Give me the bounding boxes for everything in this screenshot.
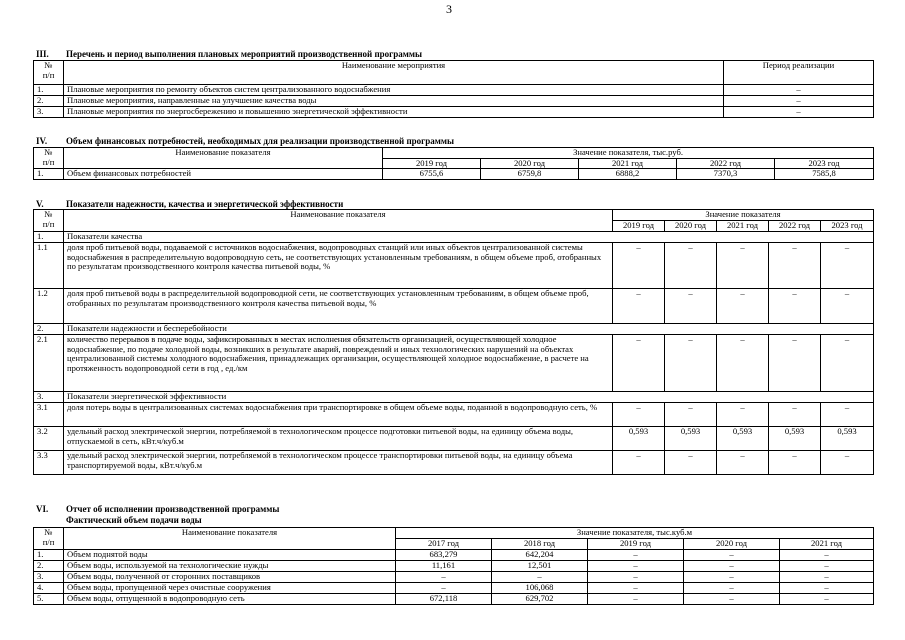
- header-name: Наименование показателя: [64, 528, 396, 550]
- section-v-heading: [36, 199, 343, 209]
- table-financial-needs: [33, 147, 874, 180]
- header-name: Наименование показателя: [64, 148, 383, 169]
- header-num: № п/п: [34, 148, 64, 169]
- group-row: 2. Показатели надежности и бесперебойности: [34, 324, 874, 335]
- section-iv-heading: [36, 136, 454, 146]
- table-row: 2. Объем воды, используемой на технологические нужды 11,161 12,501 – – –: [34, 561, 874, 572]
- year-header: 2021 год: [780, 539, 874, 550]
- header-name: Наименование показателя: [64, 210, 613, 232]
- year-header: 2021 год: [579, 158, 677, 169]
- section-subtitle: Фактический объем подачи воды: [66, 515, 202, 525]
- table-row: 1. Объем поднятой воды 683,279 642,204 – – –: [34, 550, 874, 561]
- table-row: 2.1 количество перерывов в подаче воды, зафиксированных в местах исполнения обязательств организацией, осуществляющей холодное водоснабжение, по подаче холодной воды, возникших в результате аварий, повреждений и иных технологических нарушений на объектах централизованной системы холодного водоснабжения, принадлежащих организации, осуществляющей холодное водоснабжение, в расчете на протяженность водопроводной сети в год , ед./км – – – – –: [34, 335, 874, 392]
- section-vi-heading: [36, 504, 279, 514]
- year-header: 2023 год: [775, 158, 874, 169]
- section-iii-heading: [36, 49, 422, 59]
- section-number: V.: [36, 199, 44, 209]
- table-row: 5. Объем воды, отпущенной в водопроводную сеть 672,118 629,702 – – –: [34, 594, 874, 605]
- header-name: Наименование мероприятия: [64, 61, 724, 85]
- year-header: 2019 год: [613, 221, 665, 232]
- year-header: 2020 год: [481, 158, 579, 169]
- header-num: № п/п: [34, 61, 64, 85]
- section-title: Отчет об исполнении производственной программы: [66, 504, 280, 514]
- year-header: 2019 год: [588, 539, 684, 550]
- year-header: 2022 год: [677, 158, 775, 169]
- header-period: Период реализации: [724, 61, 874, 85]
- year-header: 2022 год: [769, 221, 821, 232]
- header-value: Значение показателя, тыс.куб.м: [396, 528, 874, 539]
- year-header: 2023 год: [821, 221, 874, 232]
- table-row: 3. Плановые мероприятия по энергосбережению и повышению энергетической эффективности –: [34, 107, 874, 118]
- year-header: 2020 год: [684, 539, 780, 550]
- year-header: 2021 год: [717, 221, 769, 232]
- table-row: 4. Объем воды, пропущенной через очистные сооружения – 106,068 – – –: [34, 583, 874, 594]
- table-row: 3.3 удельный расход электрической энергии, потребляемой в технологическом процессе транспортировки питьевой воды, на единицу объема транспортируемой воды, кВт.ч/куб.м – – – – –: [34, 451, 874, 475]
- table-water-supply: [33, 527, 874, 605]
- section-title: Перечень и период выполнения плановых мероприятий производственной программы: [66, 49, 423, 59]
- header-num: № п/п: [34, 210, 64, 232]
- table-row: 3.1 доля потерь воды в централизованных системах водоснабжения при транспортировке в общем объеме воды, поданной в водопроводную сеть, % – – – – –: [34, 403, 874, 427]
- page-number: 3: [446, 2, 452, 16]
- table-row: 2. Плановые мероприятия, направленные на улучшение качества воды –: [34, 96, 874, 107]
- table-row: 1.1 доля проб питьевой воды, подаваемой с источников водоснабжения, водопроводных станций или иных объектов централизованной системы водоснабжения в распределительную водопроводную сеть, не соответствующих установленным требованиям, в общем объеме проб, отобранных по результатам производственного контроля качества питьевой воды, % – – – – –: [34, 243, 874, 289]
- header-value: Значение показателя: [613, 210, 874, 221]
- section-title: Объем финансовых потребностей, необходимых для реализации производственной программы: [66, 136, 455, 146]
- year-header: 2020 год: [665, 221, 717, 232]
- table-row: 3.2 удельный расход электрической энергии, потребляемой в технологическом процессе подготовки питьевой воды, на единицу объема воды, отпускаемой в сеть, кВт.ч/куб.м 0,593 0,593 0,593 0,593 0,593: [34, 427, 874, 451]
- table-row: 1. Плановые мероприятия по ремонту объектов систем централизованного водоснабжения –: [34, 85, 874, 96]
- header-num: № п/п: [34, 528, 64, 550]
- year-header: 2017 год: [396, 539, 492, 550]
- header-value: Значение показателя, тыс.руб.: [383, 148, 874, 159]
- table-row: 3. Объем воды, полученной от сторонних поставщиков – – – – –: [34, 572, 874, 583]
- year-header: 2019 год: [383, 158, 481, 169]
- group-row: 3. Показатели энергетической эффективности: [34, 392, 874, 403]
- group-row: 1. Показатели качества: [34, 232, 874, 243]
- section-number: III.: [36, 49, 49, 59]
- section-title: Показатели надежности, качества и энергетической эффективности: [66, 199, 344, 209]
- table-row: 1.2 доля проб питьевой воды в распределительной водопроводной сети, не соответствующих установленным требованиям, в общем объеме проб, отобранных по результатам производственного контроля качества питьевой воды, % – – – – –: [34, 289, 874, 324]
- table-row: 1. Объем финансовых потребностей 6755,6 6759,8 6888,2 7370,3 7585,8: [34, 169, 874, 180]
- year-header: 2018 год: [492, 539, 588, 550]
- section-number: IV.: [36, 136, 48, 146]
- section-number: VI.: [36, 504, 49, 514]
- table-indicators: [33, 209, 874, 475]
- table-planned-measures: [33, 60, 874, 118]
